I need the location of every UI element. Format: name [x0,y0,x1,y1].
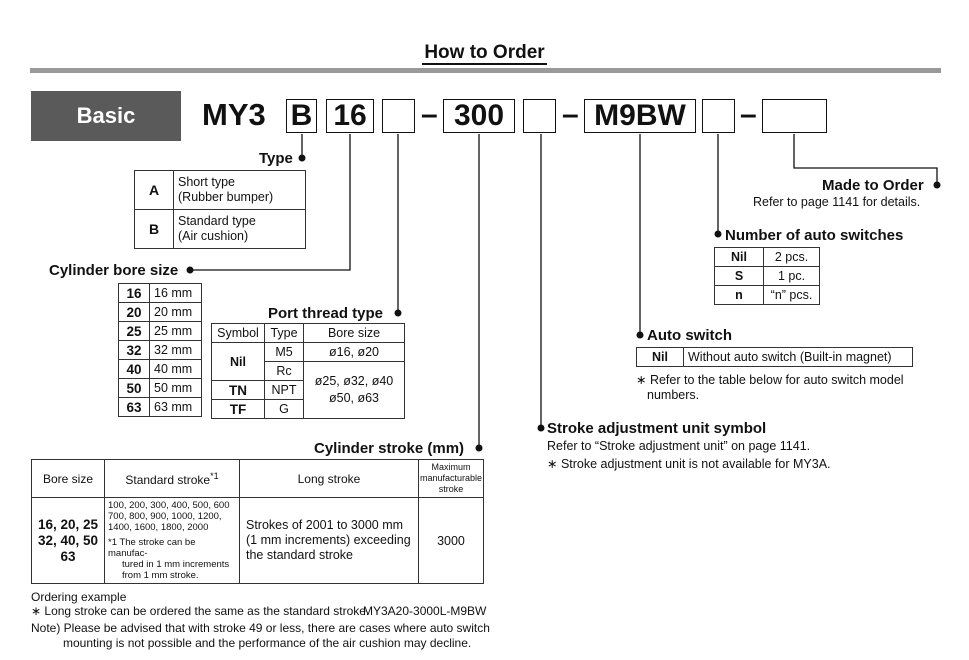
ordering-example-code: MY3A20-3000L-M9BW [363,604,487,618]
auto-switch-code-cell: Nil [637,348,684,367]
num-switch-code-cell: Nil [715,248,764,267]
ordering-note: mounting is not possible and the performance of the air cushion may decline. [63,636,472,650]
stroke-adj-note: ∗ Stroke adjustment unit is not available for MY3A. [547,457,831,471]
num-switch-value-cell: 1 pc. [764,267,820,286]
port-table [211,323,405,419]
stroke-code-box: 300 [443,99,515,133]
table-row [119,303,202,322]
auto-switch-table [636,347,913,367]
stroke-adj-desc: Refer to “Stroke adjustment unit” on page 1141. [547,439,811,453]
num-switches-label: Number of auto switches [725,227,904,244]
bore-value-cell: 40 mm [150,360,202,379]
num-switch-value-cell: “n” pcs. [764,286,820,305]
ordering-example-line: ∗ Long stroke can be ordered the same as the standard stroke. [31,604,370,618]
switch-code-box: M9BW [584,99,696,133]
port-label: Port thread type [268,305,384,322]
num-switch-code-cell: n [715,286,764,305]
made-to-order-desc: Refer to page 1141 for details. [753,195,921,209]
type-code-cell: B [135,210,174,249]
num-switch-code-cell: S [715,267,764,286]
code-dash: – [740,98,757,131]
code-dash: – [562,98,579,131]
type-code-cell: A [135,171,174,210]
table-row [715,267,820,286]
table-row [119,360,202,379]
auto-switch-desc-cell: Without auto switch (Built-in magnet) [684,348,913,367]
bore-table [118,283,202,417]
bore-value-cell: 16 mm [150,284,202,303]
port-header-type: Type [265,324,304,343]
stroke-bore-cell: 16, 20, 25 32, 40, 50 63 [32,498,105,584]
stroke-header-max: Maximum manufacturable stroke [418,460,483,498]
stroke-adj-label: Stroke adjustment unit symbol [547,420,767,437]
port-type-cell: NPT [265,381,304,400]
stroke-header-bore: Bore size [32,460,105,498]
stroke-max-cell: 3000 [418,498,483,584]
stroke-standard-cell: 100, 200, 300, 400, 500, 600 700, 800, 900, 1000, 1200, 1400, 1600, 1800, 2000 *1 The stroke can be manufac- tured in 1 mm increments from 1 mm stroke. [105,498,240,584]
type-desc-cell: Standard type (Air cushion) [174,210,306,249]
ordering-note: Note) Please be advised that with stroke 49 or less, there are cases where auto switch [31,621,490,635]
port-symbol-cell: TN [212,381,265,400]
table-row [119,284,202,303]
table-row [32,498,484,584]
port-bore-cell: ø16, ø20 [304,343,405,362]
port-header-bore: Bore size [304,324,405,343]
stroke-header-long: Long stroke [240,460,419,498]
bore-code-cell: 16 [119,284,150,303]
bore-code-cell: 25 [119,322,150,341]
table-row [212,324,405,343]
type-desc-cell: Short type (Rubber bumper) [174,171,306,210]
port-type-cell: Rc [265,362,304,381]
table-row [135,171,306,210]
ordering-example-label: Ordering example [31,590,127,604]
type-label: Type [259,150,293,167]
port-bore-cell: ø25, ø32, ø40 ø50, ø63 [304,362,405,419]
made-to-order-label: Made to Order [822,177,924,194]
bore-value-cell: 50 mm [150,379,202,398]
code-dash: – [421,98,438,131]
table-row [119,379,202,398]
bore-code-cell: 32 [119,341,150,360]
type-code-box: B [286,99,317,133]
table-row [715,248,820,267]
type-table [134,170,306,249]
bore-code-cell: 20 [119,303,150,322]
port-symbol-cell: Nil [212,343,265,381]
bore-code-cell: 63 [119,398,150,417]
port-type-cell: G [265,400,304,419]
bore-code-cell: 40 [119,360,150,379]
page-title: How to Order [424,42,545,63]
stroke-label: Cylinder stroke (mm) [314,440,465,457]
stroke-header-standard: Standard stroke$^{*1}$ [105,460,240,498]
stroke-table [31,459,484,584]
table-row [135,210,306,249]
basic-badge: Basic [31,91,181,141]
bore-label: Cylinder bore size [49,262,179,279]
table-row [212,343,405,362]
bore-value-cell: 63 mm [150,398,202,417]
num-switch-value-cell: 2 pcs. [764,248,820,267]
table-row [119,398,202,417]
bore-code-cell: 50 [119,379,150,398]
bore-code-box: 16 [326,99,374,133]
port-symbol-cell: TF [212,400,265,419]
model-prefix: MY3 [202,97,266,132]
port-type-cell: M5 [265,343,304,362]
table-row [715,286,820,305]
auto-switch-note: ∗ Refer to the table below for auto switch model [636,373,904,387]
table-row [32,460,484,498]
table-row [119,322,202,341]
num-switches-table [714,247,820,305]
bore-value-cell: 32 mm [150,341,202,360]
bore-value-cell: 25 mm [150,322,202,341]
table-row [119,341,202,360]
port-header-symbol: Symbol [212,324,265,343]
auto-switch-note: numbers. [647,388,700,402]
auto-switch-label: Auto switch [647,327,732,344]
stroke-long-cell: Strokes of 2001 to 3000 mm (1 mm increments) exceeding the standard stroke [240,498,419,584]
table-row [637,348,913,367]
bore-value-cell: 20 mm [150,303,202,322]
